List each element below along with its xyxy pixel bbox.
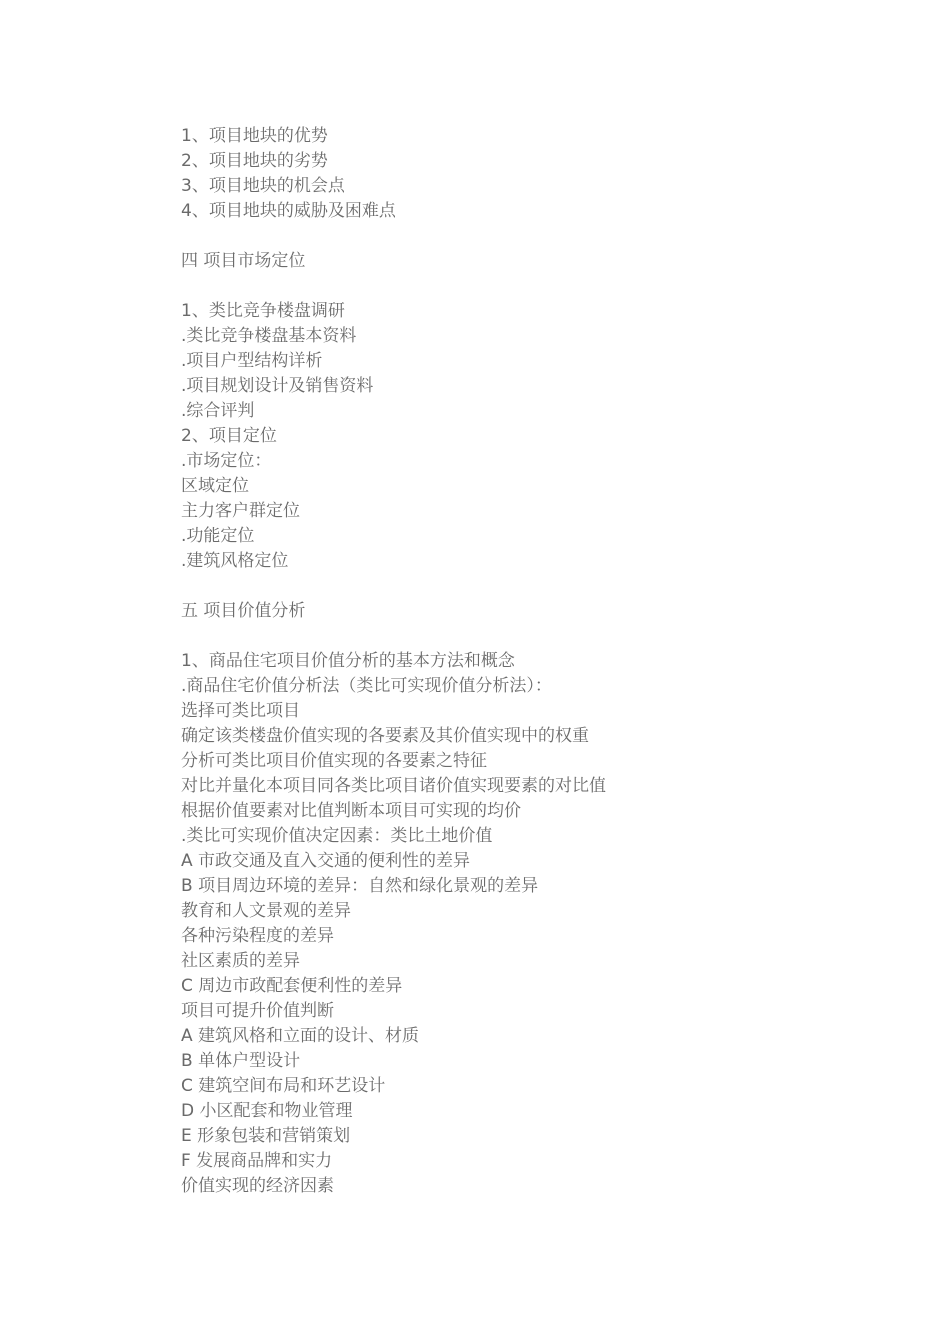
list-item: 各种污染程度的差异	[181, 926, 334, 946]
list-item: A 市政交通及直入交通的便利性的差异	[181, 851, 471, 871]
list-item: 2、项目定位	[181, 426, 277, 446]
blank-line	[181, 274, 901, 299]
list-item: .综合评判	[181, 401, 255, 421]
list-item: .市场定位：	[181, 451, 272, 471]
list-item: 根据价值要素对比值判断本项目可实现的均价	[181, 801, 521, 821]
list-item: B 项目周边环境的差异：自然和绿化景观的差异	[181, 876, 539, 896]
list-item: 选择可类比项目	[181, 701, 300, 721]
document-body	[181, 124, 901, 1199]
list-item: 社区素质的差异	[181, 951, 300, 971]
list-item: C 周边市政配套便利性的差异	[181, 976, 403, 996]
list-item-site-opportunities: 3、项目地块的机会点	[181, 176, 345, 196]
list-item-site-advantages: 1、项目地块的优势	[181, 126, 328, 146]
list-item: .项目户型结构详析	[181, 351, 323, 371]
list-item: 价值实现的经济因素	[181, 1176, 334, 1196]
list-item: B 单体户型设计	[181, 1051, 301, 1071]
list-item-site-threats: 4、项目地块的威胁及困难点	[181, 201, 396, 221]
list-item: 1、商品住宅项目价值分析的基本方法和概念	[181, 651, 515, 671]
list-item: F 发展商品牌和实力	[181, 1151, 333, 1171]
section-heading-value-analysis: 五 项目价值分析	[181, 601, 306, 621]
list-item-site-disadvantages: 2、项目地块的劣势	[181, 151, 328, 171]
blank-line	[181, 224, 901, 249]
list-item: .功能定位	[181, 526, 255, 546]
list-item: E 形象包装和营销策划	[181, 1126, 351, 1146]
list-item: 教育和人文景观的差异	[181, 901, 351, 921]
list-item: .商品住宅价值分析法（类比可实现价值分析法）：	[181, 676, 552, 696]
list-item: .项目规划设计及销售资料	[181, 376, 374, 396]
list-item: 主力客户群定位	[181, 501, 300, 521]
list-item: 确定该类楼盘价值实现的各要素及其价值实现中的权重	[181, 726, 589, 746]
list-item: C 建筑空间布局和环艺设计	[181, 1076, 386, 1096]
section-heading-market-positioning: 四 项目市场定位	[181, 251, 306, 271]
list-item: 1、类比竞争楼盘调研	[181, 301, 345, 321]
list-item: 项目可提升价值判断	[181, 1001, 334, 1021]
list-item: 对比并量化本项目同各类比项目诸价值实现要素的对比值	[181, 776, 606, 796]
list-item: .建筑风格定位	[181, 551, 289, 571]
list-item: D 小区配套和物业管理	[181, 1101, 353, 1121]
list-item: 区域定位	[181, 476, 249, 496]
blank-line	[181, 624, 901, 649]
list-item: A 建筑风格和立面的设计、材质	[181, 1026, 420, 1046]
list-item: .类比可实现价值决定因素：类比土地价值	[181, 826, 493, 846]
list-item: .类比竞争楼盘基本资料	[181, 326, 357, 346]
blank-line	[181, 574, 901, 599]
list-item: 分析可类比项目价值实现的各要素之特征	[181, 751, 487, 771]
